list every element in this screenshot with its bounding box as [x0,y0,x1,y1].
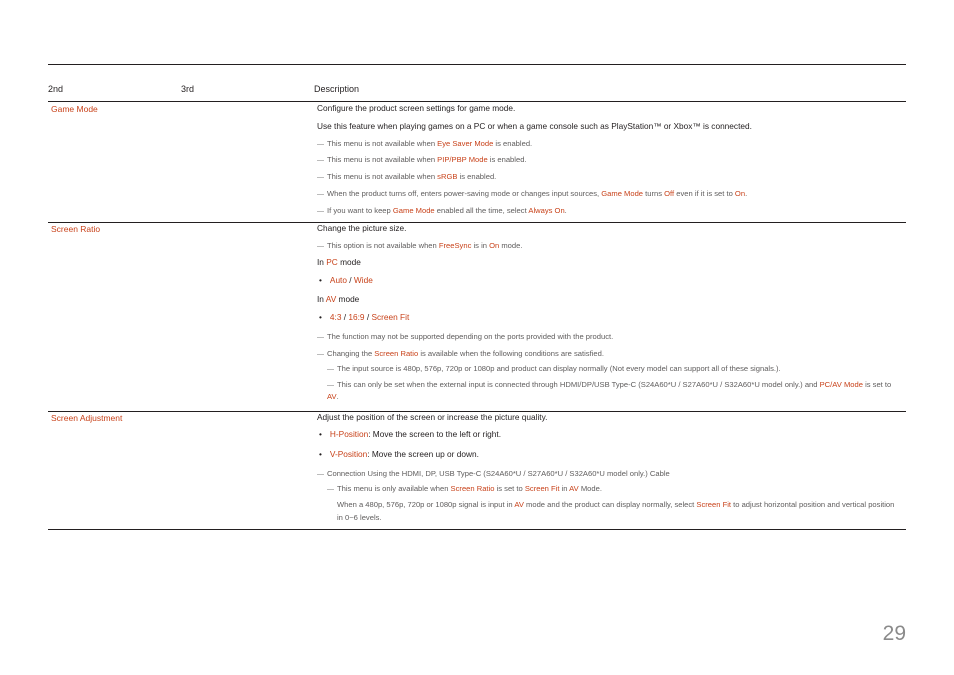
screen-ratio-note-5: — This can only be set when the external input is connected through HDMI/DP/USB Type-C (S24A60*U / S27A60*U / S32A60*U model only.) and PC/AV Mode is set to AV. [327,379,897,402]
screen-adj-note-1: — Connection Using the HDMI, DP, USB Type-C (S24A60*U / S27A60*U / S32A60*U model only.) Cable [317,468,907,480]
header-2nd: 2nd [48,84,64,94]
screen-ratio-note-2: — The function may not be supported depending on the ports provided with the product. [317,331,907,343]
v-position-item: • V-Position: Move the screen up or down. [319,449,479,459]
bottom-rule [48,529,906,530]
pc-mode-options: • Auto / Wide [319,275,373,285]
screen-adj-note-2: — This menu is only available when Screen Ratio is set to Screen Fit in AV Mode. [327,483,917,495]
game-mode-note-4: — When the product turns off, enters power-saving mode or changes input sources, Game Mode turns Off even if it is set to On. [317,188,907,200]
game-mode-note-2: — This menu is not available when PIP/PBP Mode is enabled. [317,154,907,166]
screen-ratio-note-1: — This option is not available when FreeSync is in On mode. [317,240,907,252]
screen-ratio-note-3: — Changing the Screen Ratio is available when the following conditions are satisfied. [317,348,907,360]
game-mode-note-1: — This menu is not available when Eye Saver Mode is enabled. [317,138,907,150]
screen-ratio-note-4: — The input source is 480p, 576p, 720p or 1080p and product can display normally (Not every model can support all of these signals.). [327,363,917,375]
header-description: Description [314,84,360,94]
screen-adj-note-3: When a 480p, 576p, 720p or 1080p signal is input in AV mode and the product can display normally, select Screen Fit to adjust horizontal position and vertical position in 0~6 levels. [337,500,895,522]
game-mode-usage: Use this feature when playing games on a PC or when a game console such as PlayStation™ or Xbox™ is connected. [317,121,752,131]
game-mode-note-5: — If you want to keep Game Mode enabled all the time, select Always On. [317,205,907,217]
pc-mode-label: In PC mode [317,257,361,267]
header-3rd: 3rd [181,84,195,94]
av-mode-options: • 4:3 / 16:9 / Screen Fit [319,312,410,322]
screen-ratio-desc: Change the picture size. [317,223,407,233]
menu-game-mode: Game Mode [51,104,98,114]
h-position-item: • H-Position: Move the screen to the left or right. [319,429,502,439]
menu-screen-ratio: Screen Ratio [51,224,101,234]
av-mode-label: In AV mode [317,294,360,304]
screen-adj-desc: Adjust the position of the screen or increase the picture quality. [317,412,548,422]
header-rule [48,101,906,102]
page-number: 29 [882,622,906,645]
top-rule [48,64,906,65]
game-mode-note-3: — This menu is not available when sRGB is enabled. [317,171,907,183]
game-mode-desc: Configure the product screen settings for game mode. [317,103,516,113]
menu-screen-adjustment: Screen Adjustment [51,413,123,423]
